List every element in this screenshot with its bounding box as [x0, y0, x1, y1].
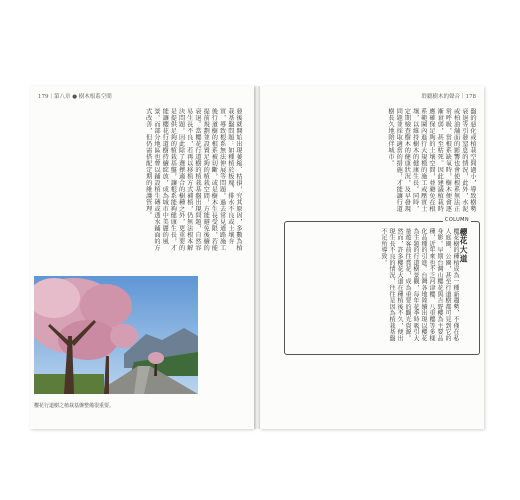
cherry-blossom-road-photo: [34, 276, 198, 394]
photo-caption: 櫻花行道樹之植栽基盤整備很重要。: [34, 403, 115, 409]
left-running-header: 179｜第八章 ● 樹木根系空間: [38, 94, 112, 100]
right-running-header: 聆聽樹木的聲音｜178: [421, 94, 476, 100]
column-title: 櫻花大道: [459, 228, 468, 264]
right-body-text: 盤的惡化或植栽空間過小，導致樹勢衰退等引發窒息的情況，此外，水泥或柏油舖面的影響也會使根系無法正常呼吸，當根系缺氧時，樹木便會逐漸衰弱，甚至枯死。因此建議植栽時應確保足夠的土壤空間，並避免在根系範圍內進行大規模的施工或壓實土壤，以維持樹木的健康生長。同時，定期檢查樹木的健康狀況，及早發現問題並採取適當的措施，才能讓行道樹長久地陪伴城市。: [386, 108, 476, 212]
column-sidebar: [284, 217, 480, 355]
left-page: [30, 86, 254, 429]
column-tag: COLUMN: [444, 217, 469, 223]
column-body-text: 櫻花樹的種植成為一種新趨勢，不僅在私人庭園、公園，甚至行道樹都可見到它的身影。早期台灣山櫻花與吉野櫻為主要品種，近年來也不乏河津櫻、八重櫻等多樣化品種的引進。台灣各地陸續出現以櫻花為主題的行道樹景觀，每年花季時吸引大量遊客前往賞花，成為重要的觀光資源。然而，許多櫻花大道在種植後不久，便出現生長不良的情況，往往是因為植栽基盤不足所導致。: [380, 228, 459, 342]
left-body-text: 發後就開始出現萎縮、枯損，究其原因，多數為植栽基盤問題：如種植於板塊、排水不良或土壤夯實，導致根系無法伸展等問題。過去常見道路施工後行道樹的根系被切斷，或是樹木生長受限，若能提前規劃並設置足夠的植栽空間，方能避免後續的衰退。當櫻花行道樹的植栽基盤出現問題，自然容易生長不良，若再以移植方式補植，仍無法根本解決問題。因此除了選擇適合的樹種之外，更重要的是提供足夠的植栽基盤，讓根系能夠健康生長，才能讓櫻花行道樹持續綻放，成為城市中美麗的風景。而部分地區也曾以鋪設植生磚或透水鋪面的方式改善，但仍需搭配定期的維護管理。: [144, 108, 242, 251]
right-page: [260, 86, 484, 429]
